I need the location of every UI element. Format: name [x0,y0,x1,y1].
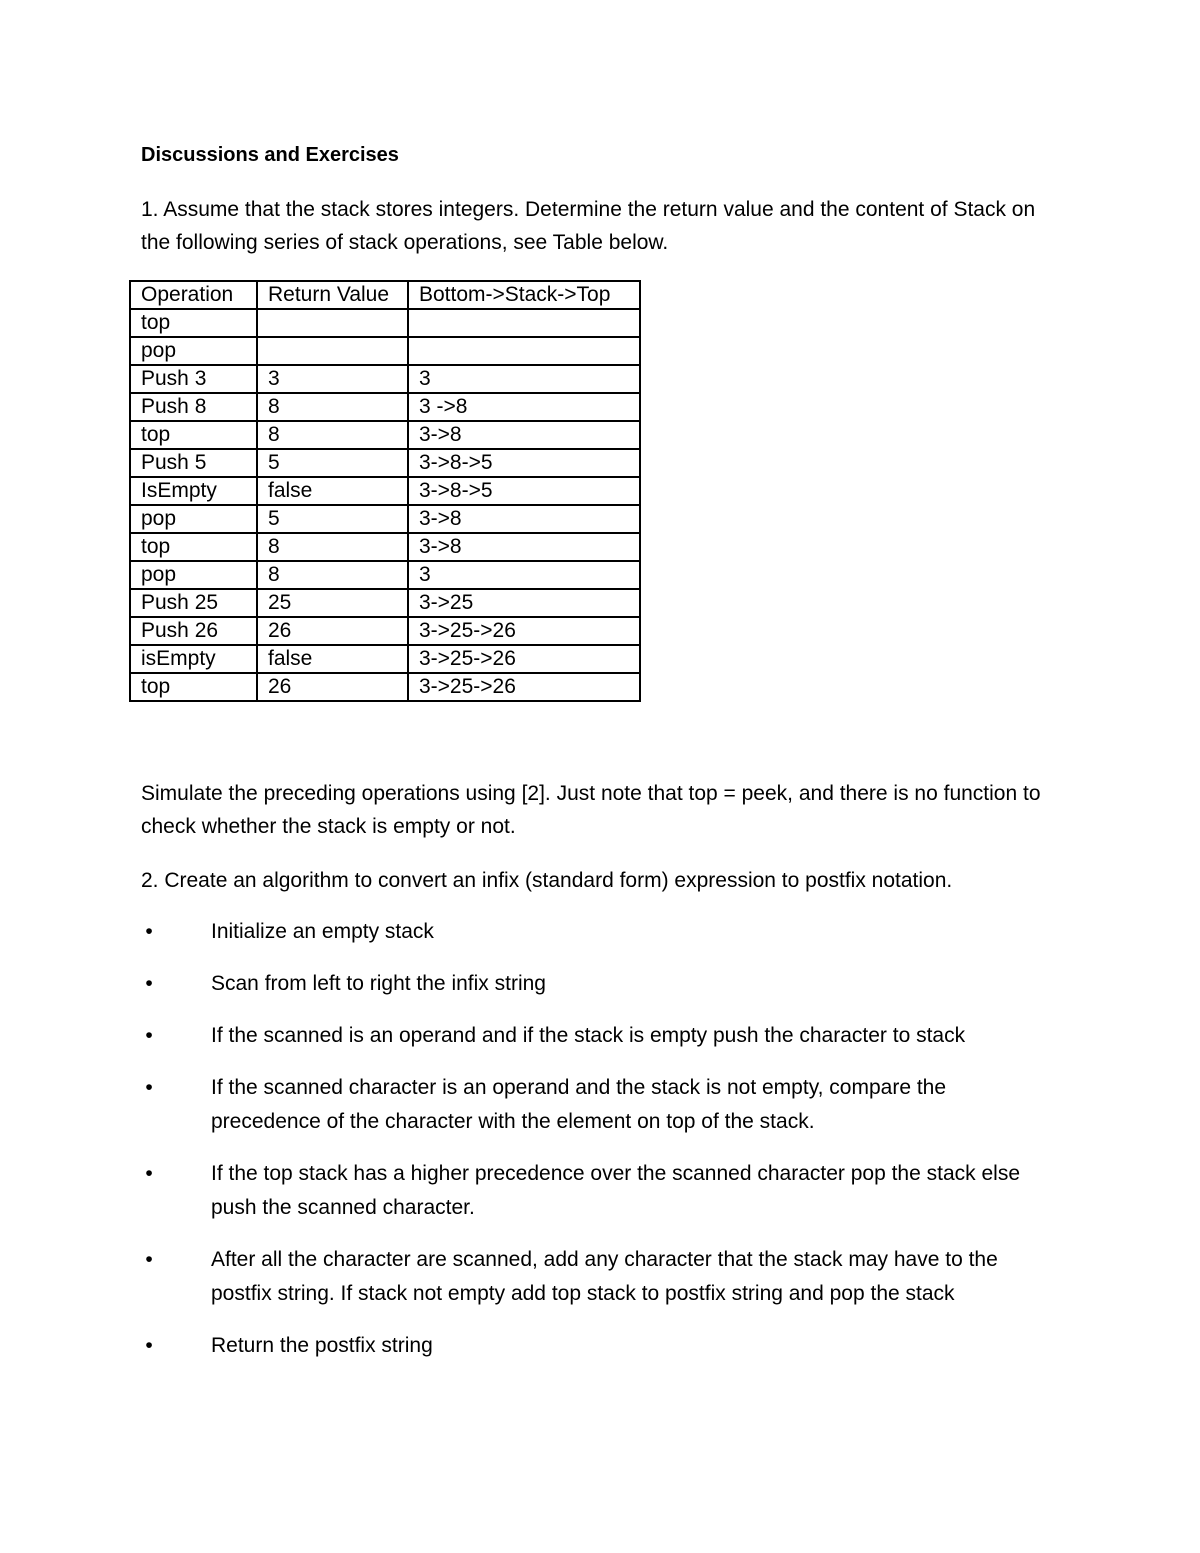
bullet-icon: • [145,920,153,943]
table-row [130,449,640,477]
cell-return-value: false [257,477,408,505]
cell-return-value: 26 [257,673,408,701]
table-row [130,393,640,421]
cell-return-value: 8 [257,561,408,589]
table-row [130,561,640,589]
cell-operation: pop [130,337,257,365]
table-row [130,505,640,533]
cell-operation: top [130,309,257,337]
cell-stack-content: 3 [408,561,640,589]
step-text: Initialize an empty stack [211,920,434,943]
bullet-icon: • [145,1248,153,1271]
cell-stack-content: 3->25 [408,589,640,617]
bullet-icon: • [145,1162,153,1185]
section-heading: Discussions and Exercises [141,144,399,166]
step-text: If the scanned is an operand and if the stack is empty push the character to stack [211,1024,966,1047]
step-text: Return the postfix string [211,1334,433,1357]
step-text: Scan from left to right the infix string [211,972,546,995]
table-row [130,617,640,645]
table-row [130,533,640,561]
cell-stack-content: 3->25->26 [408,617,640,645]
list-item [141,915,1061,949]
bullet-icon: • [145,972,153,995]
cell-stack-content: 3->8 [408,421,640,449]
cell-operation: isEmpty [130,645,257,673]
bullet-icon: • [145,1076,153,1099]
table-row [130,477,640,505]
cell-operation: top [130,673,257,701]
table-row [130,337,640,365]
cell-return-value: 25 [257,589,408,617]
cell-stack-content: 3->8->5 [408,477,640,505]
cell-return-value [257,337,408,365]
step-text: If the scanned character is an operand and the stack is not empty, compare the precedence of the character with the element on top of the stack. [211,1076,947,1133]
cell-return-value: 3 [257,365,408,393]
cell-stack-content: 3->8 [408,505,640,533]
cell-operation: IsEmpty [130,477,257,505]
cell-stack-content: 3 [408,365,640,393]
cell-return-value: false [257,645,408,673]
cell-operation: pop [130,561,257,589]
table-row [130,309,640,337]
bullet-icon: • [145,1334,153,1357]
simulate-note: Simulate the preceding operations using [2]. Just note that top = peek, and there is no function to check whether the stack is empty or not. [141,782,1041,838]
bullet-icon: • [145,1024,153,1047]
cell-operation: top [130,533,257,561]
column-header-operation: Operation [130,281,257,309]
list-item [141,967,1061,1001]
list-item [141,1157,1061,1225]
cell-operation: Push 5 [130,449,257,477]
table-header-row [130,281,640,309]
table-row [130,421,640,449]
step-text: After all the character are scanned, add any character that the stack may have to the postfix string. If stack not empty add top stack to postfix string and pop the stack [211,1248,998,1305]
cell-stack-content: 3 ->8 [408,393,640,421]
table-row [130,645,640,673]
list-item [141,1071,1061,1139]
cell-return-value: 8 [257,393,408,421]
column-header-stack-content: Bottom->Stack->Top [408,281,640,309]
cell-operation: Push 8 [130,393,257,421]
list-item [141,1329,1061,1363]
cell-stack-content [408,337,640,365]
cell-return-value: 5 [257,449,408,477]
cell-stack-content: 3->8->5 [408,449,640,477]
cell-return-value [257,309,408,337]
table-row [130,589,640,617]
cell-return-value: 5 [257,505,408,533]
cell-stack-content: 3->8 [408,533,640,561]
question-2-text: 2. Create an algorithm to convert an infix (standard form) expression to postfix notation. [141,869,953,892]
cell-stack-content: 3->25->26 [408,673,640,701]
cell-operation: Push 25 [130,589,257,617]
step-text: If the top stack has a higher precedence over the scanned character pop the stack else push the scanned character. [211,1162,1020,1219]
column-header-return-value: Return Value [257,281,408,309]
cell-operation: Push 26 [130,617,257,645]
table-row [130,673,640,701]
cell-operation: top [130,421,257,449]
algorithm-steps-list [141,915,1061,1381]
cell-operation: pop [130,505,257,533]
list-item [141,1243,1061,1311]
question-1-text: 1. Assume that the stack stores integers. Determine the return value and the content of Stack on the following series of stack operations, see Table below. [141,198,1036,254]
cell-operation: Push 3 [130,365,257,393]
cell-return-value: 8 [257,533,408,561]
stack-operations-table [129,280,641,702]
cell-return-value: 8 [257,421,408,449]
list-item [141,1019,1061,1053]
table-row [130,365,640,393]
cell-stack-content [408,309,640,337]
cell-return-value: 26 [257,617,408,645]
cell-stack-content: 3->25->26 [408,645,640,673]
